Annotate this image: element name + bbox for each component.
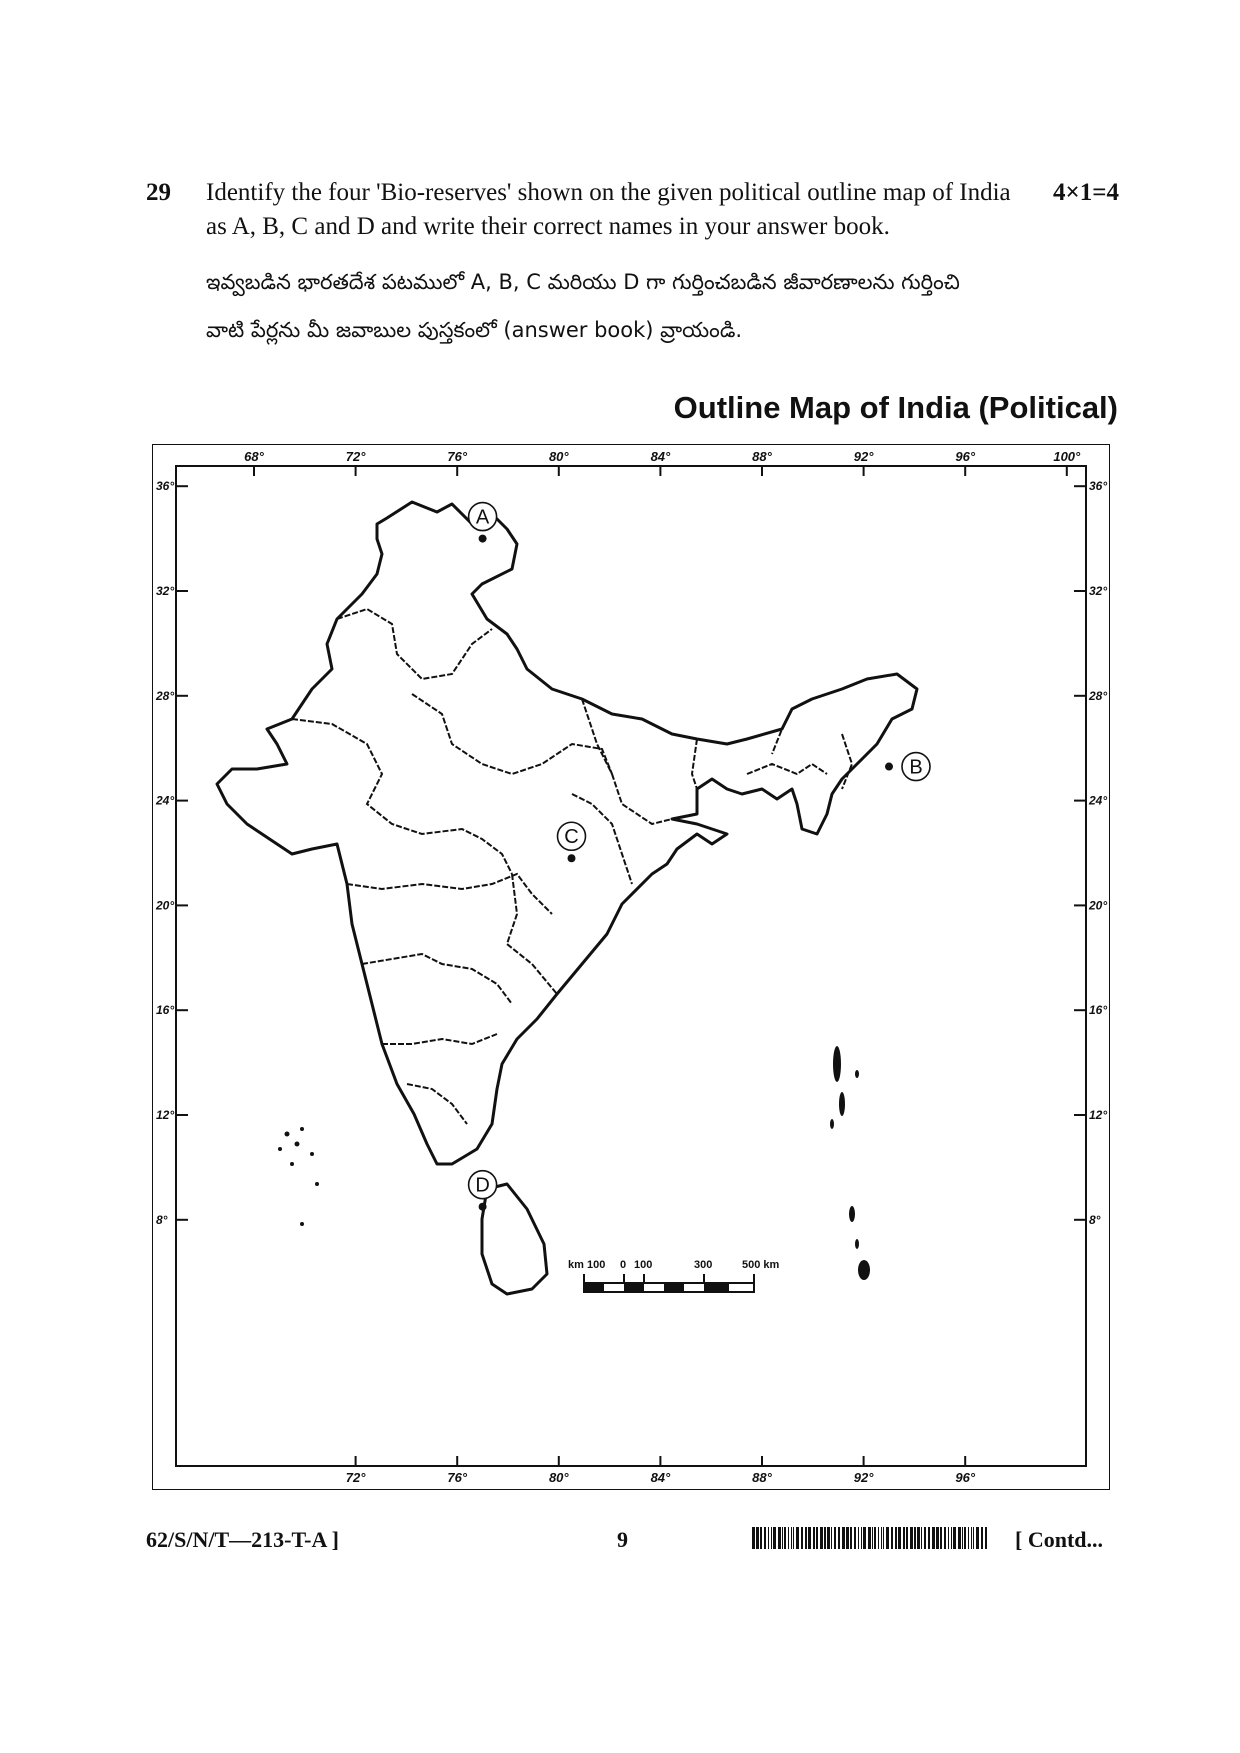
tick-label-right-lat: 16°: [1089, 1003, 1108, 1018]
map-outer-frame: [152, 444, 1110, 1490]
tick-label-left-lat: 16°: [156, 1003, 175, 1018]
tick-label-top-lon: 100°: [1053, 449, 1081, 464]
tick-label-left-lat: 32°: [156, 584, 175, 598]
islands: [278, 1046, 870, 1280]
tick-label-left-lat: 20°: [156, 898, 175, 913]
question-text: Identify the four 'Bio-reserves' shown on the given political outline map of India as A, B, C and D and write their correct names in your answer book.: [206, 179, 1011, 240]
tick-label-left-lat: 36°: [156, 479, 175, 494]
marker-label: B: [909, 756, 923, 779]
tick-label-left-lat: 28°: [156, 688, 175, 703]
tick-label-bottom-lon: 92°: [853, 1470, 874, 1485]
contd-label: [ Contd...: [1015, 1527, 1104, 1552]
tick-label-bottom-lon: 72°: [345, 1470, 366, 1485]
tick-label-right-lat: 24°: [1089, 793, 1108, 808]
marker-b: [885, 753, 930, 781]
tick-label-bottom-lon: 84°: [650, 1470, 671, 1485]
question-marks: 4×1=4: [1053, 179, 1119, 206]
tick-label-right-lat: 8°: [1089, 1212, 1101, 1227]
scale-bar: [568, 1259, 780, 1292]
tick-label-right-lat: 32°: [1089, 584, 1108, 598]
tick-label-right-lat: 20°: [1089, 898, 1108, 913]
scale-label-0: 0: [620, 1259, 627, 1271]
tick-label-bottom-lon: 80°: [548, 1470, 569, 1485]
tick-label-top-lon: 80°: [548, 449, 569, 464]
paper-code: 62/S/N/T—213-T-A ]: [146, 1527, 339, 1552]
marker-a: [469, 503, 497, 543]
marker-dot: [479, 1203, 487, 1211]
tick-label-left-lat: 12°: [156, 1108, 175, 1122]
state-boundaries: [292, 609, 852, 1124]
marker-label: A: [475, 506, 490, 529]
tick-label-top-lon: 72°: [345, 449, 366, 464]
map-title: Outline Map of India (Political): [673, 390, 1118, 425]
tick-label-bottom-lon: 96°: [955, 1470, 976, 1485]
page-number: 9: [617, 1527, 628, 1552]
scale-label-500: 500 km: [742, 1259, 780, 1271]
tick-label-left-lat: 24°: [156, 793, 175, 808]
map-figure: [152, 444, 1110, 1490]
india-outline-map: [152, 444, 1110, 1490]
marker-label: D: [475, 1174, 490, 1197]
tick-label-bottom-lon: 88°: [752, 1470, 772, 1485]
marker-c: [558, 822, 586, 862]
tick-label-right-lat: 28°: [1089, 688, 1108, 703]
tick-label-right-lat: 12°: [1089, 1108, 1108, 1122]
marker-dot: [885, 763, 893, 771]
graticule-labels: [155, 449, 1107, 1485]
tick-label-left-lat: 8°: [156, 1212, 168, 1227]
barcode-icon: [752, 1527, 990, 1549]
telugu-line-1: ఇవ్వబడిన భారతదేశ పటములో A, B, C మరియు D గా గుర్తించబడిన జీవారణాలను గుర్తించి: [206, 270, 960, 294]
tick-label-top-lon: 92°: [853, 449, 874, 464]
tick-label-right-lat: 36°: [1089, 479, 1108, 494]
marker-dot: [568, 854, 576, 862]
marker-label: C: [564, 826, 579, 849]
tick-label-bottom-lon: 76°: [447, 1470, 468, 1485]
question-number: 29: [146, 179, 171, 206]
graticule-ticks: [176, 466, 1086, 1466]
scale-label-km100: km 100: [568, 1259, 606, 1271]
tick-label-top-lon: 88°: [752, 449, 772, 464]
marker-dot: [479, 535, 487, 543]
bio-reserve-markers: [469, 503, 930, 1211]
tick-label-top-lon: 68°: [244, 449, 264, 464]
tick-label-top-lon: 84°: [650, 449, 671, 464]
marker-d: [469, 1171, 497, 1211]
scale-label-300: 300: [694, 1259, 713, 1271]
tick-label-top-lon: 96°: [955, 449, 976, 464]
tick-label-top-lon: 76°: [447, 449, 468, 464]
sri-lanka-outline: [482, 1184, 547, 1294]
map-inner-frame: [176, 466, 1086, 1466]
scale-label-100: 100: [634, 1259, 653, 1271]
telugu-line-2: వాటి పేర్లను మీ జవాబుల పుస్తకంలో (answer book) వ్రాయండి.: [206, 318, 743, 342]
